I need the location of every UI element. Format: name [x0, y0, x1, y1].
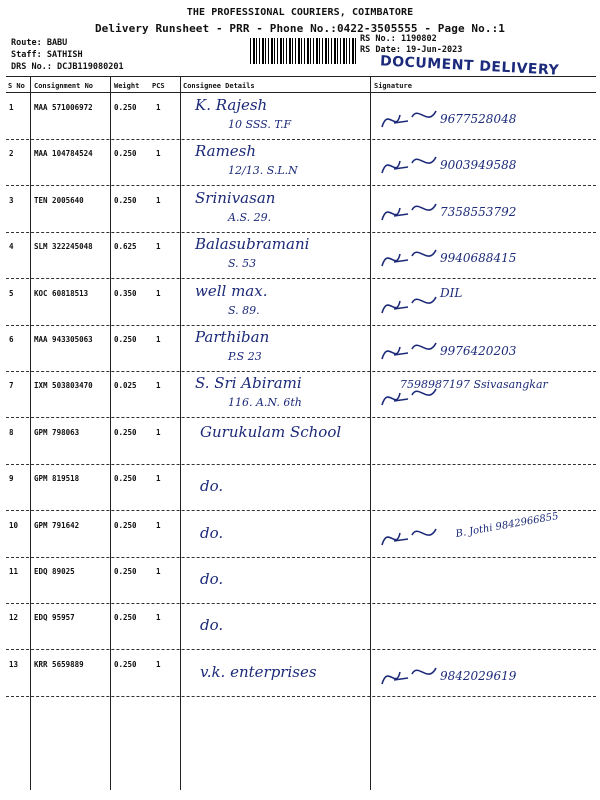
- consignment-number: KRR 5659889: [34, 659, 84, 669]
- runsheet-subtitle: Delivery Runsheet - PRR - Phone No.:0422-3505555 - Page No.:1: [94, 22, 506, 35]
- consignee-name-handwritten: do.: [200, 570, 224, 588]
- table-row: [0, 372, 600, 418]
- consignment-number: IXM 503803470: [34, 381, 93, 391]
- consignee-name-handwritten: well max.: [195, 281, 268, 300]
- serial-number: 12: [9, 613, 19, 623]
- serial-number: 1: [9, 103, 14, 112]
- pcs-value: 1: [156, 149, 161, 159]
- consignee-name-handwritten: Ramesh: [195, 142, 257, 161]
- weight-value: 0.350: [114, 288, 137, 298]
- staff-label: Staff: SATHISH: [11, 50, 83, 60]
- consignee-address-handwritten: P.S 23: [228, 350, 262, 363]
- table-row: [0, 233, 600, 279]
- pcs-value: 1: [156, 103, 161, 112]
- weight-value: 0.250: [114, 103, 137, 112]
- table-row: [0, 651, 600, 697]
- serial-number: 6: [9, 335, 14, 344]
- signature-phone-handwritten: B. Jothi 9842966855: [454, 510, 560, 540]
- company-title: THE PROFESSIONAL COURIERS, COIMBATORE: [186, 7, 414, 18]
- signature-phone-handwritten: 9003949588: [440, 158, 517, 173]
- table-row: [0, 187, 600, 233]
- col-consignee-details: Consignee Details: [183, 82, 255, 90]
- weight-value: 0.250: [114, 613, 137, 623]
- signature-phone-handwritten: 9940688415: [440, 251, 517, 266]
- serial-number: 3: [9, 195, 14, 205]
- consignee-name-handwritten: S. Sri Abirami: [195, 374, 302, 393]
- consignee-name-handwritten: Parthiban: [195, 328, 270, 346]
- consignment-number: SLM 322245048: [34, 242, 93, 252]
- rs-number: RS No.: 1190802: [360, 34, 437, 44]
- consignee-address-handwritten: A.S. 29.: [228, 210, 272, 224]
- pcs-value: 1: [156, 195, 161, 205]
- consignment-number: EDQ 89025: [34, 567, 75, 576]
- col-pcs: PCS: [152, 82, 165, 90]
- consignee-name-handwritten: K. Rajesh: [195, 96, 268, 114]
- pcs-value: 1: [156, 520, 161, 530]
- serial-number: 8: [9, 427, 14, 437]
- table-row: [0, 280, 600, 326]
- consignee-name-handwritten: Srinivasan: [195, 188, 276, 207]
- weight-value: 0.250: [114, 335, 137, 344]
- serial-number: 11: [9, 567, 19, 576]
- signature-phone-handwritten: 7598987197 Ssivasangkar: [400, 378, 548, 392]
- serial-number: 9: [9, 474, 14, 484]
- weight-value: 0.625: [114, 242, 137, 252]
- consignee-name-handwritten: v.k. enterprises: [200, 662, 317, 681]
- col-weight: Weight: [114, 82, 140, 90]
- table-row: [0, 604, 600, 650]
- signature-phone-handwritten: 9976420203: [440, 344, 517, 358]
- weight-value: 0.250: [114, 474, 137, 484]
- consignment-number: TEN 2005640: [34, 195, 84, 205]
- table-row: [0, 326, 600, 372]
- serial-number: 2: [9, 149, 14, 159]
- consignment-number: EDQ 95957: [34, 613, 75, 623]
- pcs-value: 1: [156, 427, 161, 437]
- consignment-number: MAA 943305063: [34, 335, 93, 344]
- consignee-address-handwritten: S. 89.: [228, 303, 260, 317]
- pcs-value: 1: [156, 474, 161, 484]
- pcs-value: 1: [156, 381, 161, 391]
- signature-scribble: [378, 561, 588, 601]
- signature-scribble: [378, 468, 588, 508]
- consignee-address-handwritten: 10 SSS. T.F: [228, 118, 292, 131]
- signature-phone-handwritten: 9677528048: [440, 112, 517, 126]
- row-separator: [6, 696, 596, 697]
- consignment-number: GPM 798063: [34, 427, 80, 437]
- rs-date: RS Date: 19-Jun-2023: [360, 45, 463, 55]
- weight-value: 0.025: [114, 381, 137, 391]
- signature-phone-handwritten: 7358553792: [440, 204, 517, 219]
- header-bottom-rule: [6, 92, 596, 93]
- pcs-value: 1: [156, 242, 161, 252]
- weight-value: 0.250: [114, 427, 137, 437]
- consignment-number: KOC 60818513: [34, 288, 89, 298]
- consignee-address-handwritten: S. 53: [228, 257, 257, 271]
- serial-number: 13: [9, 659, 19, 669]
- table-row: [0, 558, 600, 604]
- col-consignment: Consignment No: [34, 82, 94, 90]
- weight-value: 0.250: [114, 520, 137, 530]
- serial-number: 10: [9, 520, 19, 530]
- consignment-number: GPM 819518: [34, 474, 80, 484]
- pcs-value: 1: [156, 567, 161, 576]
- consignee-name-handwritten: Gurukulam School: [200, 422, 342, 441]
- consignment-number: MAA 104784524: [34, 149, 93, 159]
- signature-scribble: [378, 607, 588, 647]
- consignee-name-handwritten: do.: [200, 477, 224, 496]
- consignment-number: MAA 571006972: [34, 103, 93, 112]
- serial-number: 4: [9, 242, 14, 252]
- pcs-value: 1: [156, 659, 161, 669]
- consignee-name-handwritten: do.: [200, 523, 224, 542]
- table-row: [0, 94, 600, 140]
- pcs-value: 1: [156, 288, 161, 298]
- col-signature: Signature: [374, 82, 412, 90]
- table-row: [0, 465, 600, 511]
- consignment-number: GPM 791642: [34, 520, 80, 530]
- barcode-image: [250, 38, 356, 64]
- serial-number: 5: [9, 288, 14, 298]
- weight-value: 0.250: [114, 567, 137, 576]
- signature-scribble: [378, 283, 588, 323]
- weight-value: 0.250: [114, 149, 137, 159]
- weight-value: 0.250: [114, 659, 137, 669]
- serial-number: 7: [9, 381, 14, 391]
- col-sno: S No: [8, 82, 25, 90]
- weight-value: 0.250: [114, 195, 137, 205]
- signature-scribble: [378, 422, 588, 462]
- pcs-value: 1: [156, 335, 161, 344]
- consignee-name-handwritten: Balasubramani: [195, 235, 310, 254]
- consignee-address-handwritten: 12/13. S.L.N: [228, 164, 298, 178]
- consignee-name-handwritten: do.: [200, 616, 224, 635]
- table-row: [0, 140, 600, 186]
- route-label: Route: BABU: [11, 38, 68, 48]
- header-top-rule: [6, 76, 596, 77]
- document-delivery-stamp: DOCUMENT DELIVERY: [379, 53, 560, 79]
- drs-number: DRS No.: DCJB119080201: [11, 62, 124, 72]
- signature-phone-handwritten: DIL: [440, 285, 463, 300]
- signature-phone-handwritten: 9842029619: [440, 668, 517, 683]
- table-row: [0, 512, 600, 558]
- consignee-address-handwritten: 116. A.N. 6th: [228, 396, 302, 410]
- table-row: [0, 419, 600, 465]
- pcs-value: 1: [156, 613, 161, 623]
